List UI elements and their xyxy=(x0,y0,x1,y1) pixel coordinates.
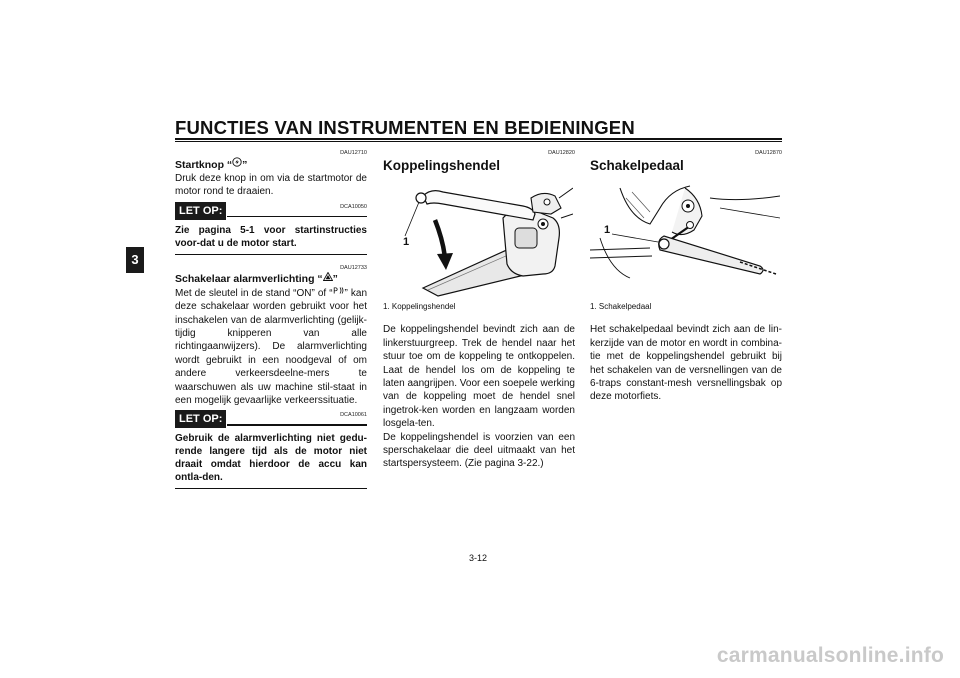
callout-number: 1 xyxy=(403,236,410,248)
column-left xyxy=(175,150,367,489)
clutch-lever-text-2: De koppelingshendel is voorzien van een sperschakelaar die deel uitmaakt van het startspersysteem. (Zie pagina 3-22.) xyxy=(383,431,575,470)
note-text-2: Gebruik de alarmverlichting niet gedu-rende langere tijd als de motor niet draait omdat hierdoor de accu kan ontla-den. xyxy=(175,432,367,489)
start-symbol-icon xyxy=(232,157,242,171)
note-code: DCA10061 xyxy=(340,412,367,419)
hazard-text-rest: ” kan deze schakelaar worden gebruikt voor het inschakelen van de alarmverlichting (gelijk-tijdig knipperen van alle richtingaanwijzers). De alarmverlichting wordt gebruikt in een noodgeval of om andere verkeersdeelne-mers te waarschuwen als uw machine stil-staat in een mogelijk gevaarlijke verkeerssituatie. xyxy=(175,287,368,407)
note-box-2 xyxy=(175,410,367,430)
chapter-tab: 3 xyxy=(126,247,144,273)
start-button-heading xyxy=(175,157,367,172)
note-label: LET OP: xyxy=(175,410,226,428)
section-code: DAU12820 xyxy=(548,150,575,156)
note-rule xyxy=(227,216,367,217)
watermark: carmanualsonline.info xyxy=(716,644,944,667)
note-label: LET OP: xyxy=(175,202,226,220)
parking-symbol-icon xyxy=(333,286,345,299)
title-rule xyxy=(175,138,782,140)
callout-number: 1 xyxy=(604,224,611,236)
note-text-1: Zie pagina 5-1 voor startinstructies voor-dat u de motor start. xyxy=(175,224,367,255)
section-code: DAU12870 xyxy=(755,150,782,156)
note-box-1 xyxy=(175,202,367,222)
shift-pedal-heading: Schakelpedaal xyxy=(590,158,684,173)
clutch-lever-drawing xyxy=(383,178,573,298)
figure-caption: 1. Schakelpedaal xyxy=(590,302,652,311)
page-title: FUNCTIES VAN INSTRUMENTEN EN BEDIENINGEN xyxy=(175,117,635,138)
note-rule xyxy=(227,424,367,425)
hazard-text-start: Met de sleutel in de stand “ON” of “ xyxy=(175,287,333,299)
shift-pedal-drawing xyxy=(590,178,780,298)
title-rule-thin xyxy=(175,141,782,142)
clutch-lever-text: De koppelingshendel bevindt zich aan de linkerstuurgreep. Trek de hendel naar het stuur toe om de koppeling te ontkoppelen. Laat de hendel los om de koppeling te laten aangrijpen. Voor een soepele werking van de koppeling moet de hendel snel ingetrok-ken worden en langzaam worden losgela-ten. xyxy=(383,324,575,430)
hazard-heading-text: Schakelaar alarmverlichting “ xyxy=(175,272,323,285)
clutch-lever-illustration xyxy=(383,178,573,298)
hazard-heading-close: ” xyxy=(332,272,338,285)
figure-caption: 1. Koppelingshendel xyxy=(383,302,456,311)
start-button-text: Druk deze knop in om via de startmotor de motor rond te draaien. xyxy=(175,173,367,198)
page-number: 3-12 xyxy=(469,553,488,563)
start-heading-close: ” xyxy=(242,159,248,171)
column-right xyxy=(590,150,782,404)
section-code: DAU12733 xyxy=(340,264,367,271)
start-heading-text: Startknop “ xyxy=(175,159,233,171)
hazard-triangle-icon xyxy=(323,272,333,285)
shift-pedal-illustration xyxy=(590,178,780,298)
section-code: DAU12710 xyxy=(340,150,367,156)
hazard-switch-heading xyxy=(175,272,367,286)
hazard-switch-text xyxy=(175,286,367,408)
svg-text:P: P xyxy=(332,286,338,295)
note-code: DCA10050 xyxy=(340,203,367,210)
column-middle xyxy=(383,150,575,471)
clutch-lever-heading: Koppelingshendel xyxy=(383,158,501,173)
shift-pedal-text: Het schakelpedaal bevindt zich aan de lin-kerzijde van de motor en wordt in combina-tie met de koppelingshendel gebruikt bij het schakelen van de versnellingen van de 6-traps constant-mesh versnellingsbak op deze motorfiets. xyxy=(590,324,782,403)
